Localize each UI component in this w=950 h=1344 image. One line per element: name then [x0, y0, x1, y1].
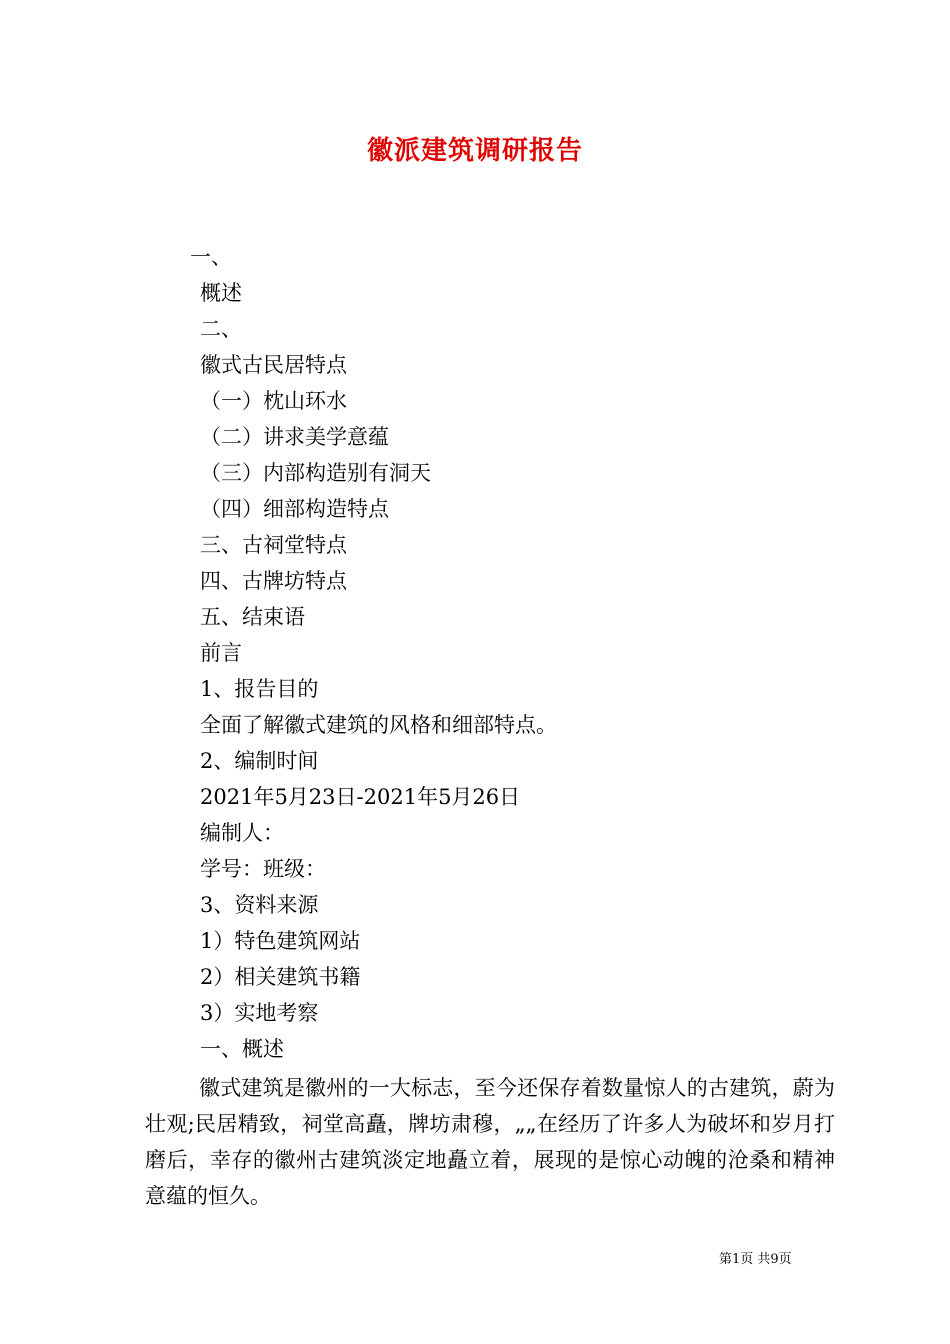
overview-heading: 一、概述 — [200, 1037, 284, 1061]
source-item-2: 2）相关建筑书籍 — [200, 965, 361, 989]
source-item-1: 1）特色建筑网站 — [200, 929, 361, 953]
overview-paragraph: 徽式建筑是徽州的一大标志，至今还保存着数量惊人的古建筑，蔚为壮观;民居精致，祠堂高矗，牌坊肃穆，„„在经历了许多人为破坏和岁月打磨后，幸存的徽州古建筑淡定地矗立着，展现的是惊心动魄的沧桑和精神意蕴的恒久。 — [145, 1076, 835, 1208]
toc-line-2: 概述 — [200, 281, 242, 305]
time-heading: 2、编制时间 — [200, 749, 319, 773]
toc-line-3: 二、 — [200, 317, 242, 341]
toc-line-9: 三、古祠堂特点 — [200, 533, 347, 557]
toc-line-5: （一）枕山环水 — [200, 389, 347, 413]
toc-line-10: 四、古牌坊特点 — [200, 569, 347, 593]
purpose-text: 全面了解徽式建筑的风格和细部特点。 — [200, 713, 557, 737]
source-item-3: 3）实地考察 — [200, 1001, 319, 1025]
toc-line-4: 徽式古民居特点 — [200, 353, 347, 377]
document-title: 徽派建筑调研报告 — [366, 136, 583, 166]
preface-heading: 前言 — [200, 641, 242, 665]
page-number: 第1页 共9页 — [719, 1252, 792, 1267]
time-text: 2021年5月23日-2021年5月26日 — [200, 785, 521, 809]
toc-line-1: 一、 — [190, 245, 232, 269]
toc-line-8: （四）细部构造特点 — [200, 497, 389, 521]
student-line: 学号：班级： — [200, 857, 326, 881]
purpose-heading: 1、报告目的 — [200, 677, 319, 701]
toc-line-6: （二）讲求美学意蕴 — [200, 425, 389, 449]
toc-line-11: 五、结束语 — [200, 605, 305, 629]
toc-line-7: （三）内部构造别有洞天 — [200, 461, 431, 485]
author-line: 编制人： — [200, 821, 284, 845]
sources-heading: 3、资料来源 — [200, 893, 319, 917]
